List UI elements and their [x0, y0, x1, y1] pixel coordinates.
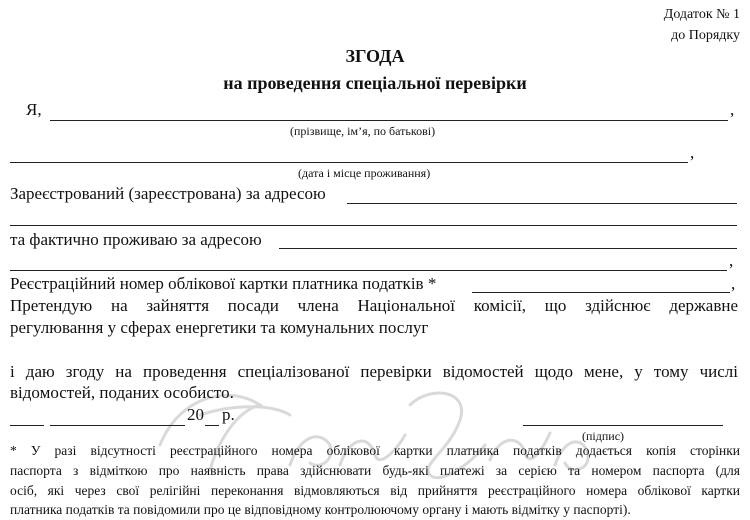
- date-place-caption: (дата і місце проживання): [298, 166, 431, 180]
- registered-address-field-2[interactable]: [10, 225, 737, 226]
- annex-line-1: Додаток № 1: [663, 7, 740, 22]
- tax-number-label: Реєстраційний номер облікової картки платника податків *: [10, 274, 437, 293]
- position-text: Претендую на зайняття посади члена Національної комісії, що здійснює державне: [10, 296, 738, 315]
- date-place-field[interactable]: [10, 162, 688, 163]
- footnote-line-4: платника податків та повідомили про це відповідному контролюючому органу і мають відмітку у паспорті).: [10, 502, 631, 517]
- signature-caption: (підпис): [582, 429, 625, 443]
- date-month-field[interactable]: [50, 425, 185, 426]
- document-title: ЗГОДА: [345, 46, 405, 66]
- date-year-field[interactable]: [205, 425, 219, 426]
- document-subtitle: на проведення спеціальної перевірки: [223, 73, 527, 93]
- footnote-line-2: паспорта з відміткою про наявність права здійснювати будь-які платежі за серією та номером паспорта (для: [10, 463, 740, 478]
- date-year-prefix: 20: [187, 405, 204, 424]
- consent-text: і даю згоду на проведення спеціалізованої перевірки відомостей щодо мене, у тому числі: [10, 362, 738, 381]
- footnote-line-1: * У разі відсутності реєстраційного номера облікової картки платника податків додається копія сторінки: [10, 443, 740, 458]
- date-day-field[interactable]: [10, 425, 44, 426]
- comma-4: ,: [731, 274, 736, 293]
- comma-3: ,: [729, 251, 734, 270]
- position-text-2: регулювання у сферах енергетики та комунальних послуг: [10, 318, 429, 337]
- actual-address-field-2[interactable]: [10, 270, 727, 271]
- registered-label: Зареєстрований (зареєстрована) за адресою: [10, 184, 326, 203]
- actual-address-field[interactable]: [279, 248, 737, 249]
- actual-address-label: та фактично проживаю за адресою: [10, 230, 262, 249]
- i-label: Я,: [26, 100, 42, 119]
- consent-text-2: відомостей, поданих особисто.: [10, 383, 234, 402]
- signature-field[interactable]: [523, 425, 723, 426]
- registered-address-field[interactable]: [347, 203, 737, 204]
- footnote-line-3: осіб, які через свої релігійні переконання відмовляються від прийняття реєстраційного номера облікової картки: [10, 483, 740, 498]
- comma-2: ,: [690, 143, 695, 162]
- date-suffix: р.: [222, 405, 235, 424]
- name-field[interactable]: [50, 120, 728, 121]
- name-caption: (прізвище, ім’я, по батькові): [290, 124, 436, 138]
- comma-1: ,: [730, 100, 735, 119]
- annex-line-2: до Порядку: [671, 28, 740, 43]
- tax-number-field[interactable]: [472, 292, 730, 293]
